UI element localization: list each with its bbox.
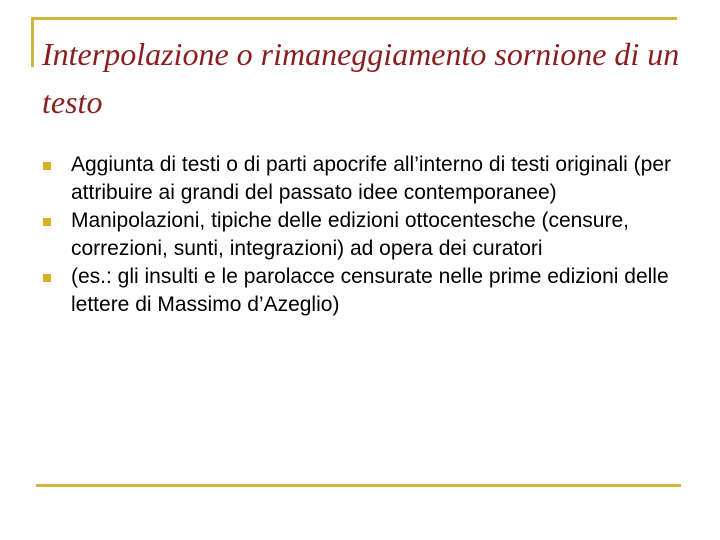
bullet-text: Manipolazioni, tipiche delle edizioni ottocentesche (censure, correzioni, sunti, integrazioni) ad opera dei curatori [71, 209, 629, 260]
bullet-item [40, 151, 690, 207]
square-bullet-icon [43, 162, 51, 170]
frame-bottom-rule [36, 484, 681, 487]
bullet-item [40, 263, 690, 319]
bullet-list [40, 151, 690, 319]
bullet-item [40, 207, 690, 263]
slide-title: Interpolazione o rimaneggiamento sornione di un testo [42, 36, 680, 120]
frame-left-rule [31, 17, 34, 67]
bullet-text: Aggiunta di testi o di parti apocrife all’interno di testi originali (per attribuire ai grandi del passato idee contemporanee) [71, 153, 671, 204]
square-bullet-icon [43, 218, 51, 226]
frame-top-rule [31, 17, 677, 20]
square-bullet-icon [43, 274, 51, 282]
bullet-text: (es.: gli insulti e le parolacce censurate nelle prime edizioni delle lettere di Massimo d’Azeglio) [71, 265, 669, 316]
